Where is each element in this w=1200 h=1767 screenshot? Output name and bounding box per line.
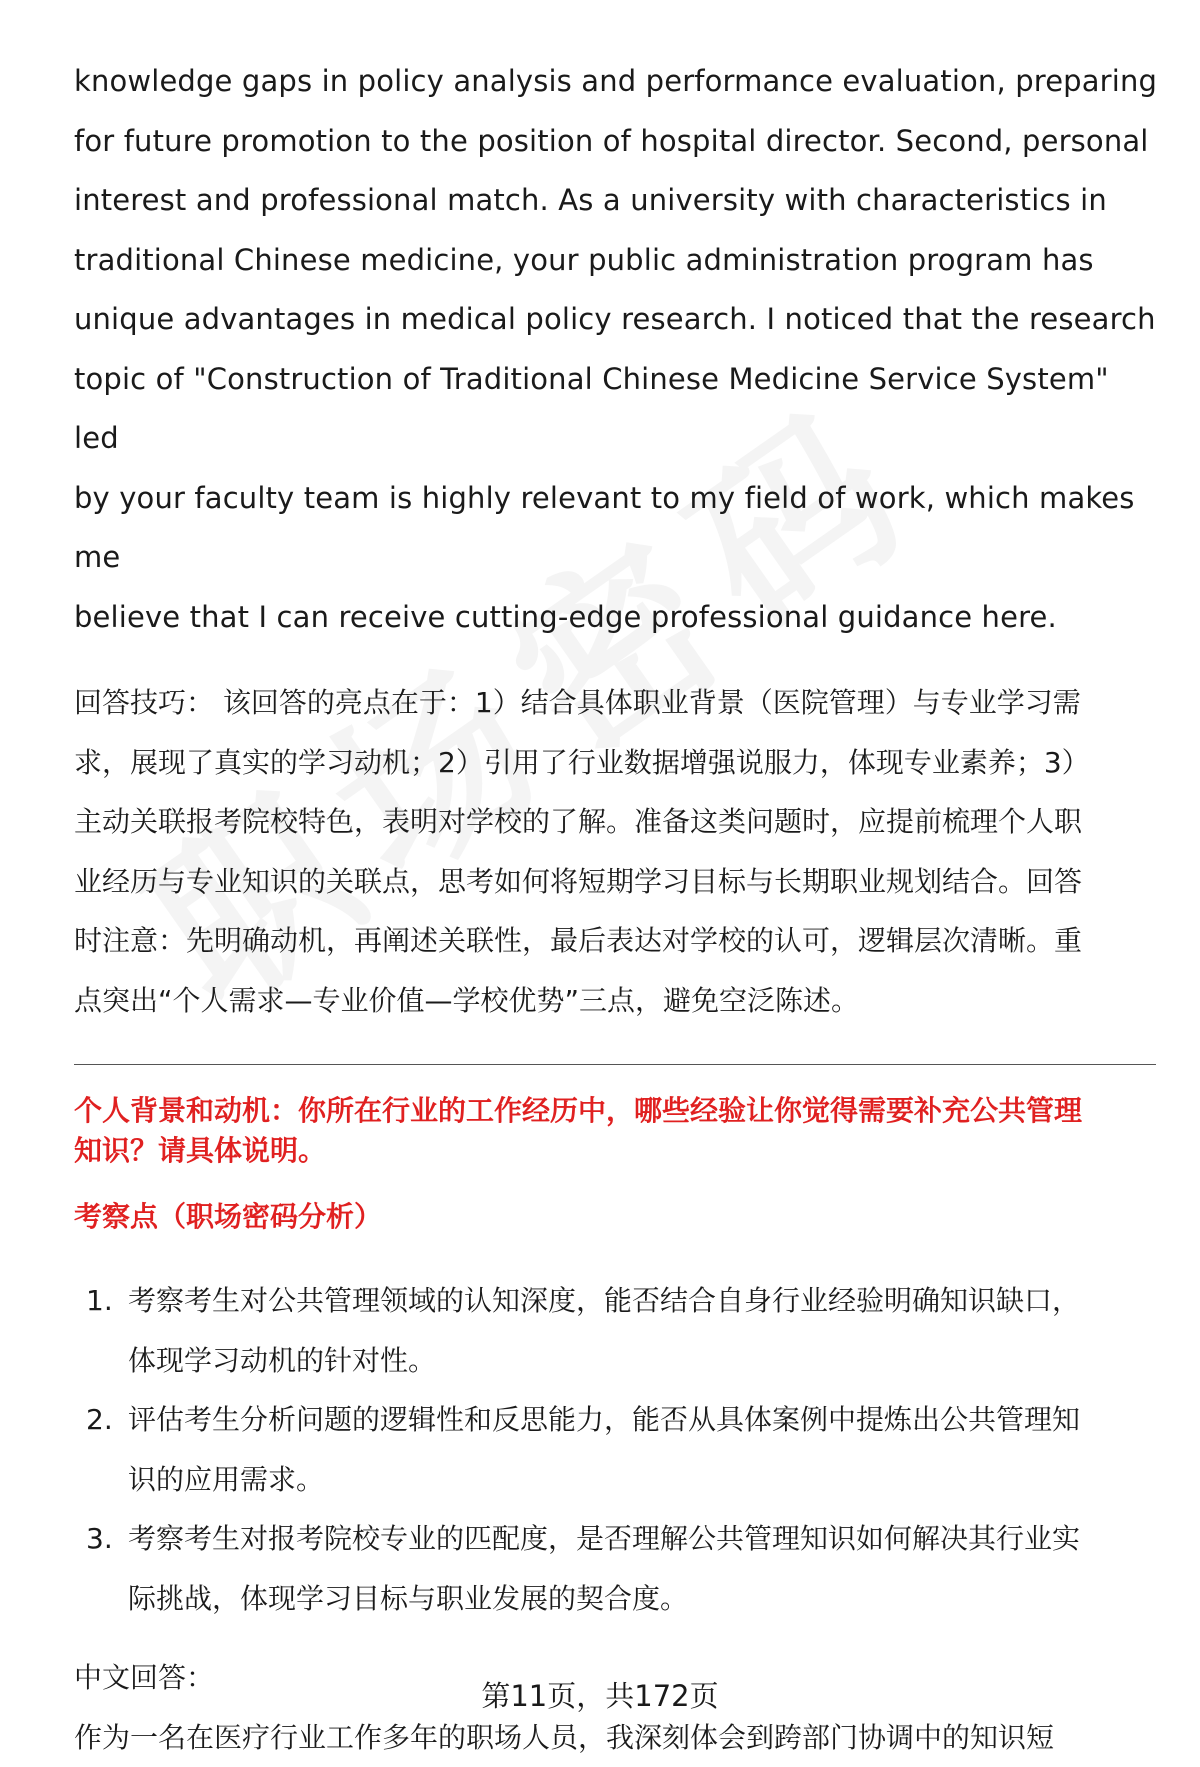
text-line: unique advantages in medical policy research. I noticed that the research xyxy=(74,290,1159,350)
text-line: traditional Chinese medicine, your public administration program has xyxy=(74,231,1159,291)
text-line: 时注意：先明确动机，再阐述关联性，最后表达对学校的认可，逻辑层次清晰。重 xyxy=(74,911,1159,971)
text-line: topic of "Construction of Traditional Chinese Medicine Service System" led xyxy=(74,350,1159,469)
text-line: 际挑战，体现学习目标与职业发展的契合度。 xyxy=(128,1569,1159,1629)
assessment-points-heading: 考察点（职场密码分析） xyxy=(74,1197,1159,1237)
text-line: 考察考生对公共管理领域的认知深度，能否结合自身行业经验明确知识缺口， xyxy=(128,1271,1159,1331)
text-line: 评估考生分析问题的逻辑性和反思能力，能否从具体案例中提炼出公共管理知 xyxy=(128,1390,1159,1450)
list-number: 3. xyxy=(86,1509,113,1569)
text-line: believe that I can receive cutting-edge professional guidance here. xyxy=(74,588,1159,648)
text-line: 回答技巧： 该回答的亮点在于：1）结合具体职业背景（医院管理）与专业学习需 xyxy=(74,673,1159,733)
english-answer-paragraph xyxy=(74,52,1159,647)
assessment-points-list xyxy=(74,1271,1159,1628)
page-number-footer: 第11页，共172页 xyxy=(0,1676,1200,1716)
text-line: knowledge gaps in policy analysis and performance evaluation, preparing xyxy=(74,52,1159,112)
text-line: 体现学习动机的针对性。 xyxy=(128,1331,1159,1391)
text-line: 识的应用需求。 xyxy=(128,1450,1159,1510)
text-line: 知识？请具体说明。 xyxy=(74,1131,1159,1171)
chinese-answer-text: 作为一名在医疗行业工作多年的职场人员，我深刻体会到跨部门协调中的知识短 xyxy=(74,1708,1159,1767)
text-line: 业经历与专业知识的关联点，思考如何将短期学习目标与长期职业规划结合。回答 xyxy=(74,852,1159,912)
text-line: 个人背景和动机：你所在行业的工作经历中，哪些经验让你觉得需要补充公共管理 xyxy=(74,1091,1159,1131)
list-item xyxy=(74,1271,1159,1390)
list-item xyxy=(74,1509,1159,1628)
text-line: 考察考生对报考院校专业的匹配度，是否理解公共管理知识如何解决其行业实 xyxy=(128,1509,1159,1569)
list-number: 2. xyxy=(86,1390,113,1450)
list-item xyxy=(74,1390,1159,1509)
list-number: 1. xyxy=(86,1271,113,1331)
page-content xyxy=(74,52,1159,1767)
question-heading xyxy=(74,1091,1159,1171)
chinese-answer-label: 中文回答： xyxy=(74,1648,1159,1708)
text-line: by your faculty team is highly relevant to my field of work, which makes me xyxy=(74,469,1159,588)
text-line: interest and professional match. As a university with characteristics in xyxy=(74,171,1159,231)
text-line: 主动关联报考院校特色，表明对学校的了解。准备这类问题时，应提前梳理个人职 xyxy=(74,792,1159,852)
text-line: for future promotion to the position of hospital director. Second, personal xyxy=(74,112,1159,172)
answer-tips-paragraph xyxy=(74,673,1159,1030)
section-divider xyxy=(74,1064,1156,1065)
text-line: 点突出“个人需求—专业价值—学校优势”三点，避免空泛陈述。 xyxy=(74,971,1159,1031)
text-line: 求，展现了真实的学习动机；2）引用了行业数据增强说服力，体现专业素养；3） xyxy=(74,733,1159,793)
